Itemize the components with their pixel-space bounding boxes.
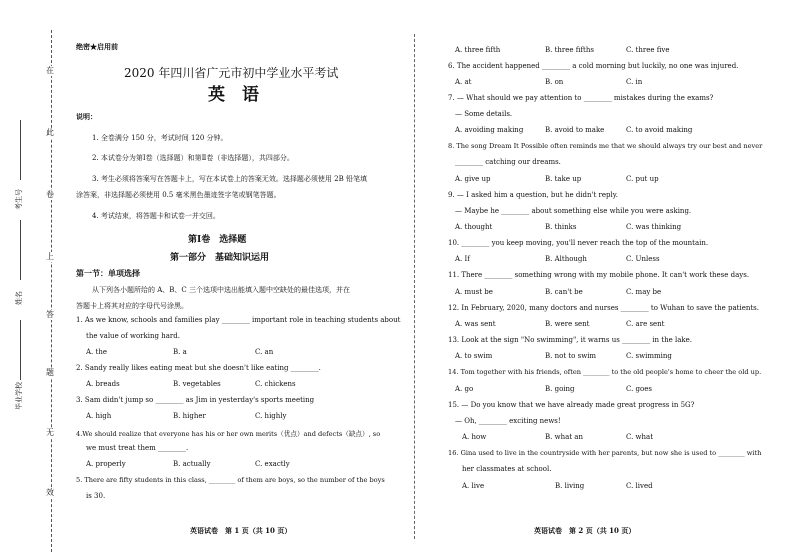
option-b: B. not to swim	[545, 352, 597, 360]
option-a: A. must be	[455, 288, 493, 296]
question-stem: 10. ________ you keep moving, you'll never reach the top of the mountain.	[448, 239, 709, 247]
question-stem: 13. Look at the sign "No swimming", it warns us ________ in the lake.	[448, 336, 692, 344]
field-candidate-number: 考生号	[15, 189, 23, 210]
question-stem: 4.We should realize that everyone has his or her own merits（优点）and defects（缺点）, so	[76, 430, 381, 438]
question-stem: 5. There are fifty students in this class, ________ of them are boys, so the number of the boys	[76, 476, 385, 484]
question-stem: 1. As we know, schools and families play ________ important role in teaching students about	[76, 316, 401, 324]
option-a: A. how	[462, 433, 487, 441]
question-stem: 8. The song Dream It Possible often reminds me that we should always try our best and never	[448, 142, 763, 150]
note-line: 涂答案，非选择题必须使用 0.5 毫米黑色墨迹签字笔或钢笔答题。	[76, 191, 281, 199]
question-stem: — Some details.	[455, 110, 513, 118]
option-c: C. swimming	[626, 352, 672, 360]
option-a: A. If	[455, 255, 470, 263]
field-school: 毕业学校	[15, 382, 23, 410]
option-c: C. goes	[626, 385, 652, 393]
section-heading: 第一节：单项选择	[76, 268, 140, 278]
seal-char: 此	[46, 128, 54, 137]
note-line: 3. 考生必须将答案写在答题卡上，写在本试卷上的答案无效。选择题必须使用 2B 铅笔填	[92, 175, 367, 183]
option-a: A. to swim	[455, 352, 493, 360]
option-c: C. in	[626, 78, 643, 86]
option-c: C. to avoid making	[626, 126, 693, 134]
subject-title: 英 语	[208, 85, 259, 105]
note-line: 2. 本试卷分为第Ⅰ卷（选择题）和第Ⅱ卷（非选择题），共四部分。	[92, 154, 294, 162]
question-stem: 2. Sandy really likes eating meat but she doesn't like eating ________.	[76, 364, 321, 372]
seal-char: 上	[46, 252, 54, 261]
seal-char: 在	[46, 66, 54, 75]
option-b: B. higher	[173, 412, 206, 420]
option-a: A. three fifth	[455, 46, 501, 54]
option-b: B. vegetables	[173, 380, 221, 388]
option-a: A. properly	[86, 460, 126, 468]
instruction-line: 从下列各小题所给的 A、B、C 三个选项中选出能填入题中空缺处的最佳选项，并在	[92, 286, 351, 294]
confidential-label: 绝密★启用前	[76, 42, 118, 51]
option-a: A. thought	[455, 223, 493, 231]
question-stem: her classmates at school.	[462, 465, 552, 473]
question-stem: 7. — What should we pay attention to ________ mistakes during the exams?	[448, 94, 714, 102]
notes-heading: 说明：	[76, 112, 97, 121]
option-c: C. are sent	[626, 320, 665, 328]
volume-heading: 第Ⅰ卷 选择题	[188, 235, 247, 245]
option-b: B. going	[545, 385, 575, 393]
option-b: B. Although	[545, 255, 587, 263]
question-stem: is 30.	[86, 492, 106, 500]
option-b: B. a	[173, 348, 187, 356]
option-b: B. take up	[545, 175, 582, 183]
option-b: B. thinks	[545, 223, 577, 231]
question-stem: 9. — I asked him a question, but he didn't reply.	[448, 191, 618, 199]
question-stem: 12. In February, 2020, many doctors and nurses ________ to Wuhan to save the patients.	[448, 304, 760, 312]
page-divider	[414, 34, 415, 539]
seal-char: 题	[46, 368, 54, 377]
seal-char: 答	[46, 310, 54, 319]
option-c: C. put up	[626, 175, 659, 183]
option-b: B. living	[555, 482, 585, 490]
option-a: A. live	[462, 482, 485, 490]
question-stem: — Maybe he ________ about something else while you were asking.	[455, 207, 692, 215]
question-stem: — Oh, ________ exciting news!	[455, 417, 561, 425]
question-stem: 15. — Do you know that we have already made great progress in 5G?	[448, 401, 695, 409]
option-a: A. give up	[455, 175, 491, 183]
field-line	[20, 120, 21, 180]
binding-line	[51, 30, 52, 552]
option-b: B. were sent	[545, 320, 590, 328]
option-c: C. three five	[626, 46, 670, 54]
option-c: C. was thinking	[626, 223, 682, 231]
option-c: C. chickens	[255, 380, 296, 388]
seal-char: 无	[46, 428, 54, 437]
option-b: B. actually	[173, 460, 211, 468]
page-footer-left: 英语试卷 第 1 页（共 10 页）	[190, 526, 292, 535]
question-stem: the value of working hard.	[86, 332, 180, 340]
seal-char: 效	[46, 488, 54, 497]
seal-char: 卷	[46, 190, 54, 199]
option-a: A. breads	[86, 380, 120, 388]
field-name: 姓名	[15, 291, 23, 305]
option-c: C. lived	[626, 482, 653, 490]
field-line	[20, 220, 21, 280]
option-a: A. was sent	[455, 320, 496, 328]
question-stem: 11. There ________ something wrong with my mobile phone. It can't work these days.	[448, 271, 750, 279]
option-c: C. may be	[626, 288, 662, 296]
part-heading: 第一部分 基础知识运用	[170, 253, 270, 263]
option-a: A. the	[86, 348, 107, 356]
option-a: A. at	[455, 78, 472, 86]
option-c: C. Unless	[626, 255, 660, 263]
option-c: C. what	[626, 433, 654, 441]
option-c: C. an	[255, 348, 274, 356]
instruction-line: 答题卡上将其对应的字母代号涂黑。	[76, 302, 188, 310]
question-stem: 6. The accident happened ________ a cold morning but luckily, no one was injured.	[448, 62, 739, 70]
option-b: B. three fifths	[545, 46, 594, 54]
option-b: B. can't be	[545, 288, 583, 296]
option-a: A. go	[455, 385, 474, 393]
note-line: 4. 考试结束，将答题卡和试卷一并交回。	[92, 212, 220, 220]
question-stem: 16. Gina used to live in the countryside with her parents, but now she is used to ________ with	[448, 449, 762, 457]
note-line: 1. 全卷满分 150 分，考试时间 120 分钟。	[92, 134, 228, 142]
option-c: C. exactly	[255, 460, 290, 468]
question-stem: we must treat them ________.	[86, 444, 189, 452]
option-b: B. what an	[545, 433, 583, 441]
question-stem: ________ catching our dreams.	[455, 158, 561, 166]
option-c: C. highly	[255, 412, 287, 420]
question-stem: 3. Sam didn't jump so ________ as Jim in yesterday's sports meeting	[76, 396, 315, 404]
option-b: B. on	[545, 78, 564, 86]
field-line	[20, 320, 21, 380]
option-b: B. avoid to make	[545, 126, 605, 134]
question-stem: 14. Tom together with his friends, often ________ to the old people's home to cheer the old up.	[448, 368, 762, 376]
option-a: A. high	[86, 412, 112, 420]
exam-title: 2020 年四川省广元市初中学业水平考试	[124, 66, 339, 80]
page-footer-right: 英语试卷 第 2 页（共 10 页）	[534, 526, 636, 535]
option-a: A. avoiding making	[455, 126, 524, 134]
